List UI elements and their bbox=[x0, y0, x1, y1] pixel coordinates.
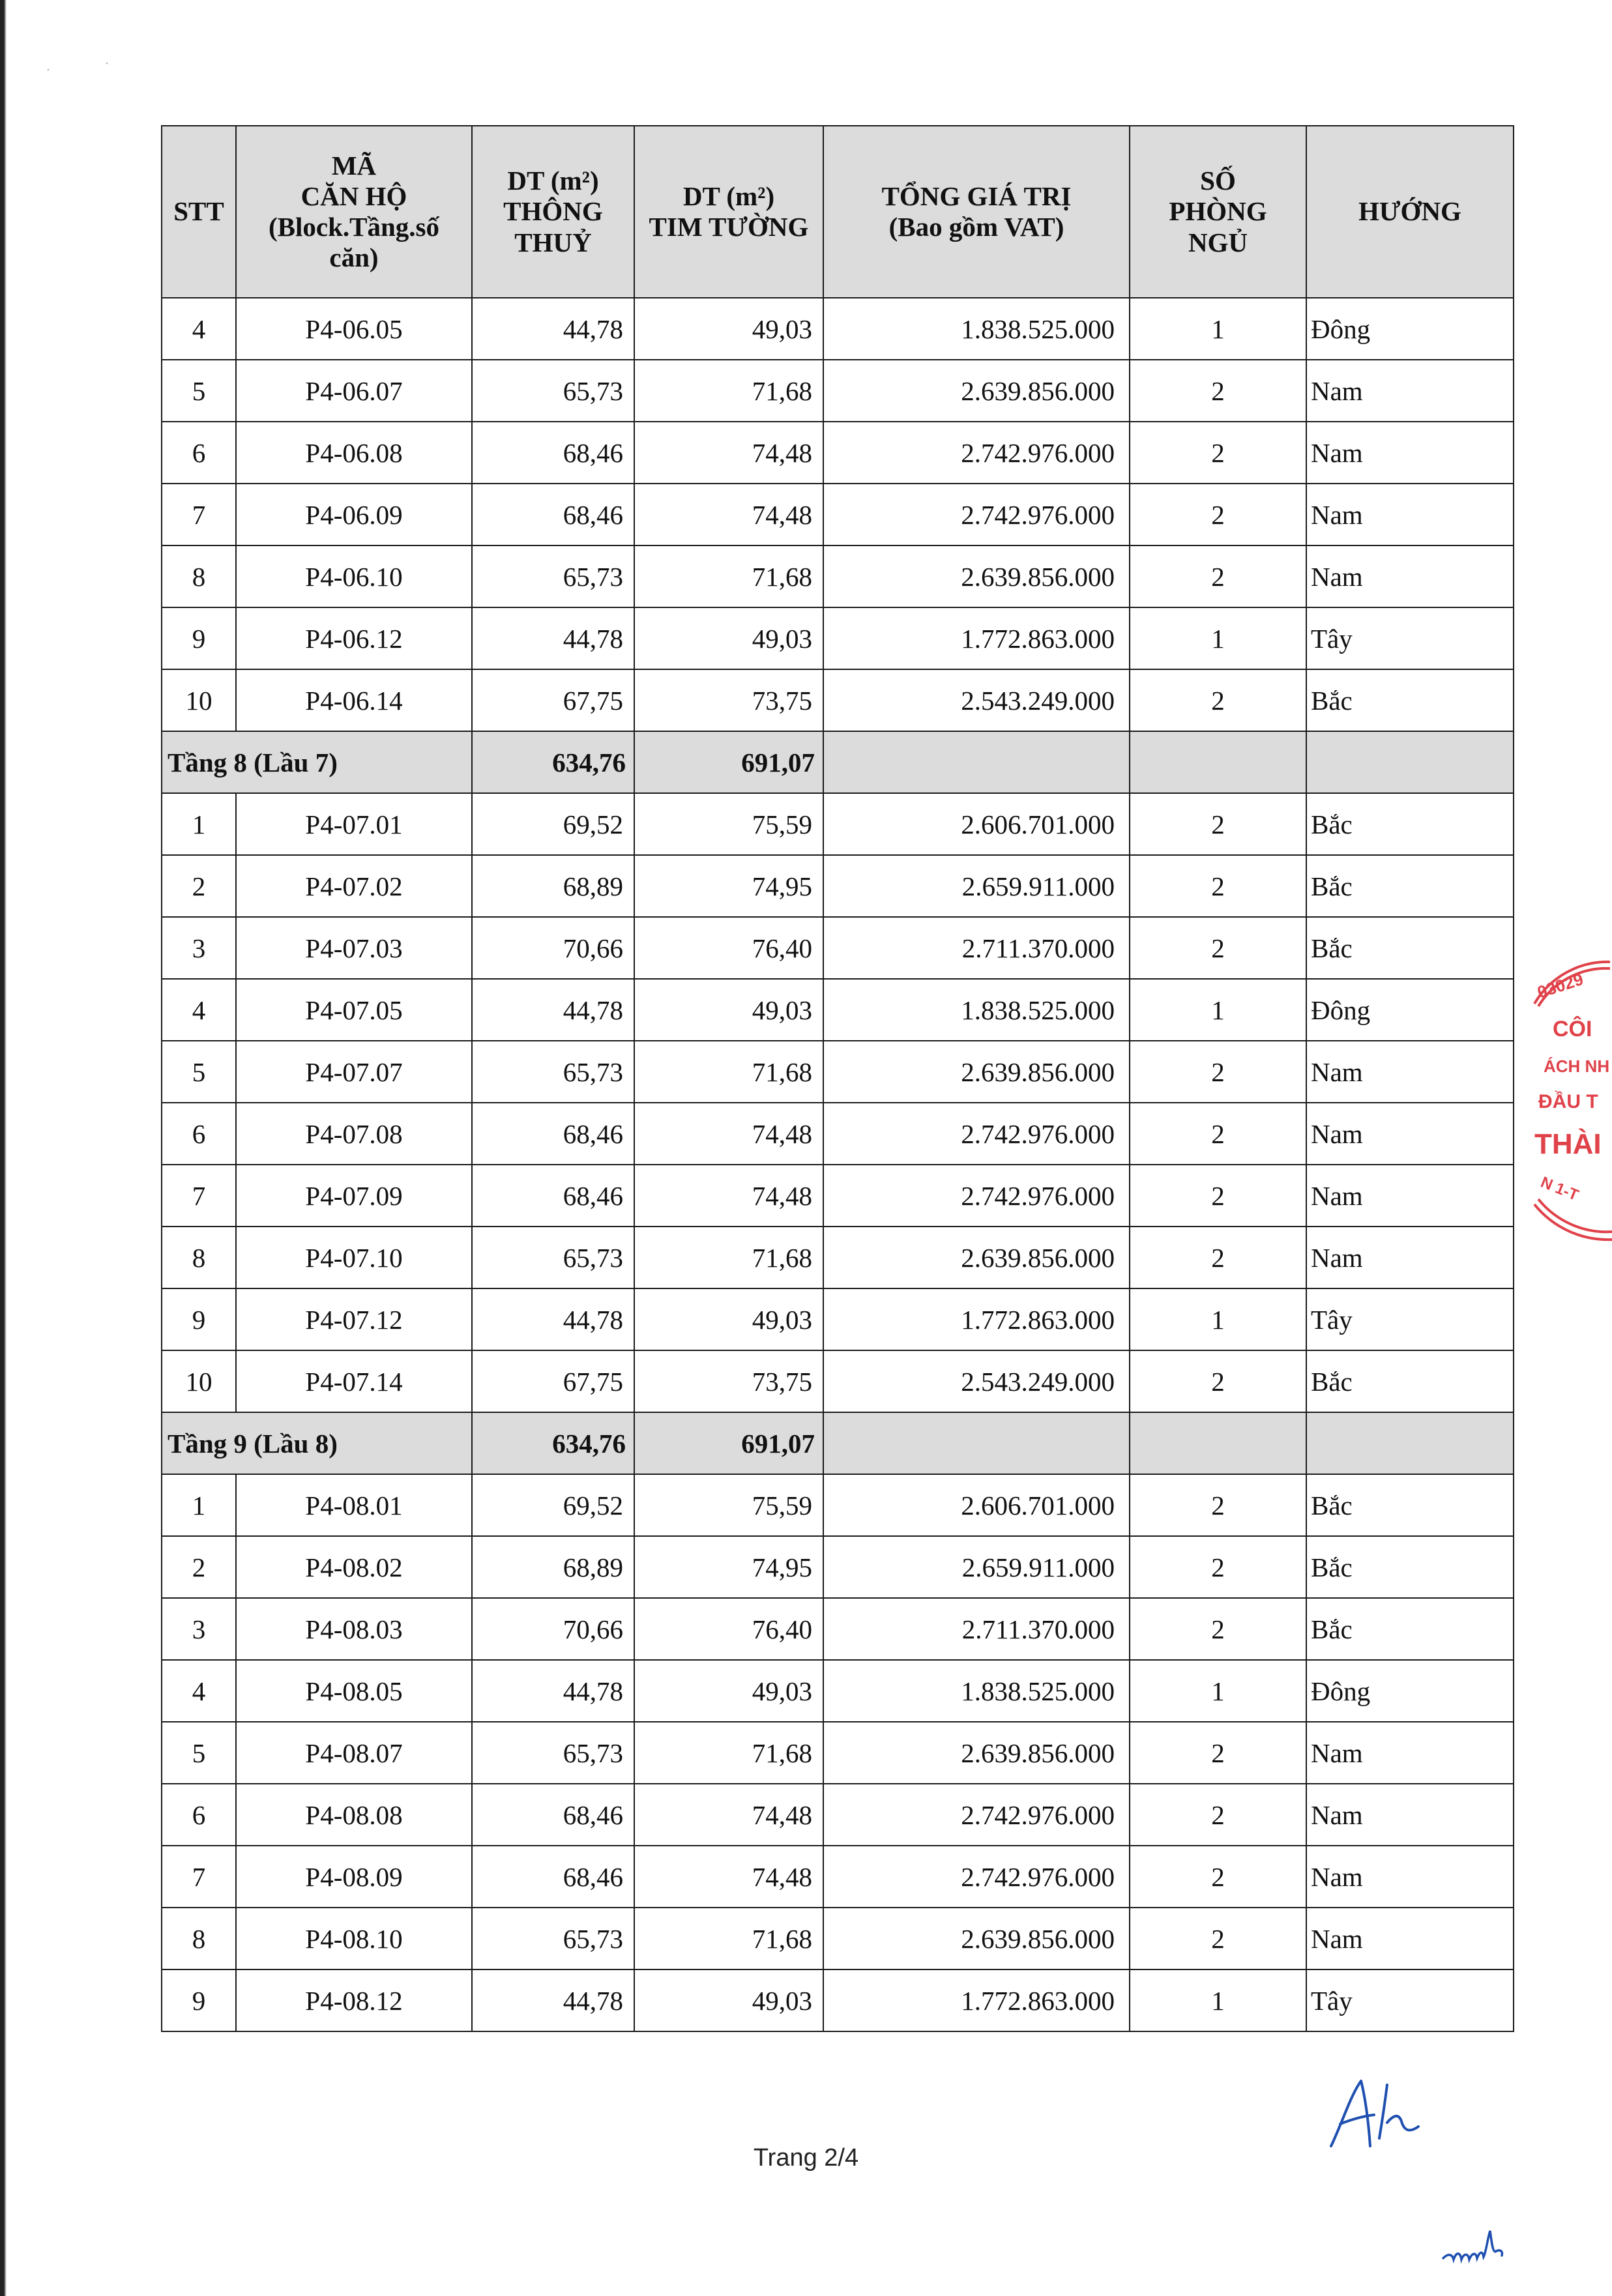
area-clear-cell: 69,52 bbox=[472, 1474, 634, 1536]
area-wall-cell: 76,40 bbox=[634, 917, 823, 979]
stt-cell: 1 bbox=[162, 793, 236, 855]
bedrooms-cell: 2 bbox=[1130, 793, 1306, 855]
bedrooms-cell: 1 bbox=[1130, 979, 1306, 1041]
stt-cell: 3 bbox=[162, 1598, 236, 1660]
bedrooms-cell: 1 bbox=[1130, 1969, 1306, 2031]
unit-code-cell: P4-07.05 bbox=[236, 979, 472, 1041]
table-row bbox=[162, 1722, 1514, 1784]
area-clear-cell: 70,66 bbox=[472, 1598, 634, 1660]
table-row bbox=[162, 360, 1514, 422]
stt-cell: 8 bbox=[162, 1908, 236, 1969]
direction-cell: Đông bbox=[1306, 979, 1514, 1041]
area-wall-cell: 71,68 bbox=[634, 545, 823, 607]
stt-cell: 6 bbox=[162, 1784, 236, 1846]
area-wall-cell: 75,59 bbox=[634, 1474, 823, 1536]
company-stamp bbox=[1519, 958, 1612, 1251]
stt-cell: 9 bbox=[162, 607, 236, 669]
unit-code-cell: P4-07.02 bbox=[236, 855, 472, 917]
unit-code-cell: P4-06.07 bbox=[236, 360, 472, 422]
direction-cell: Nam bbox=[1306, 360, 1514, 422]
floor-label-cell: Tầng 8 (Lầu 7) bbox=[162, 731, 472, 793]
header-total-price bbox=[823, 126, 1130, 298]
area-clear-cell: 68,46 bbox=[472, 1165, 634, 1227]
area-clear-cell: 69,52 bbox=[472, 793, 634, 855]
table-row bbox=[162, 1908, 1514, 1969]
bedrooms-cell: 1 bbox=[1130, 607, 1306, 669]
unit-code-cell: P4-07.01 bbox=[236, 793, 472, 855]
apartment-price-table bbox=[161, 125, 1514, 2032]
stt-cell: 4 bbox=[162, 979, 236, 1041]
bedrooms-cell: 2 bbox=[1130, 1536, 1306, 1598]
direction-cell: Nam bbox=[1306, 1041, 1514, 1103]
price-cell: 1.838.525.000 bbox=[823, 1660, 1130, 1722]
unit-code-cell: P4-08.10 bbox=[236, 1908, 472, 1969]
table-row bbox=[162, 298, 1514, 360]
bedrooms-cell: 2 bbox=[1130, 855, 1306, 917]
floor-empty-bedrooms bbox=[1130, 731, 1306, 793]
unit-code-cell: P4-07.12 bbox=[236, 1288, 472, 1350]
table-header-row bbox=[162, 126, 1514, 298]
unit-code-cell: P4-07.07 bbox=[236, 1041, 472, 1103]
unit-code-cell: P4-08.09 bbox=[236, 1846, 472, 1908]
unit-code-cell: P4-06.05 bbox=[236, 298, 472, 360]
area-wall-cell: 49,03 bbox=[634, 1660, 823, 1722]
direction-cell: Bắc bbox=[1306, 1598, 1514, 1660]
stt-cell: 6 bbox=[162, 422, 236, 484]
price-cell: 2.639.856.000 bbox=[823, 1908, 1130, 1969]
unit-code-cell: P4-06.09 bbox=[236, 484, 472, 545]
header-area-wall bbox=[634, 126, 823, 298]
direction-cell: Nam bbox=[1306, 484, 1514, 545]
bedrooms-cell: 2 bbox=[1130, 484, 1306, 545]
table-row bbox=[162, 545, 1514, 607]
unit-code-cell: P4-08.03 bbox=[236, 1598, 472, 1660]
area-clear-cell: 44,78 bbox=[472, 1288, 634, 1350]
price-cell: 2.639.856.000 bbox=[823, 360, 1130, 422]
price-cell: 2.639.856.000 bbox=[823, 1227, 1130, 1288]
area-clear-cell: 65,73 bbox=[472, 1041, 634, 1103]
unit-code-cell: P4-08.02 bbox=[236, 1536, 472, 1598]
table-row bbox=[162, 1598, 1514, 1660]
stamp-text: ÁCH NH bbox=[1544, 1056, 1610, 1076]
direction-cell: Nam bbox=[1306, 1165, 1514, 1227]
header-unit-code bbox=[236, 126, 472, 298]
price-cell: 1.838.525.000 bbox=[823, 298, 1130, 360]
area-wall-cell: 71,68 bbox=[634, 1041, 823, 1103]
direction-cell: Bắc bbox=[1306, 669, 1514, 731]
area-clear-cell: 67,75 bbox=[472, 669, 634, 731]
area-wall-cell: 49,03 bbox=[634, 1969, 823, 2031]
unit-code-cell: P4-07.09 bbox=[236, 1165, 472, 1227]
area-clear-cell: 65,73 bbox=[472, 1908, 634, 1969]
floor-area-clear-cell: 634,76 bbox=[472, 731, 634, 793]
stt-cell: 9 bbox=[162, 1969, 236, 2031]
unit-code-cell: P4-06.14 bbox=[236, 669, 472, 731]
bedrooms-cell: 2 bbox=[1130, 360, 1306, 422]
bedrooms-cell: 2 bbox=[1130, 1846, 1306, 1908]
area-clear-cell: 68,46 bbox=[472, 1846, 634, 1908]
bedrooms-cell: 1 bbox=[1130, 1288, 1306, 1350]
bedrooms-cell: 2 bbox=[1130, 1908, 1306, 1969]
table-row bbox=[162, 855, 1514, 917]
direction-cell: Bắc bbox=[1306, 1350, 1514, 1412]
area-clear-cell: 44,78 bbox=[472, 607, 634, 669]
table-row bbox=[162, 1165, 1514, 1227]
stt-cell: 8 bbox=[162, 545, 236, 607]
stamp-text: 03029 bbox=[1534, 968, 1586, 1002]
stt-cell: 2 bbox=[162, 855, 236, 917]
area-wall-cell: 74,48 bbox=[634, 1103, 823, 1165]
price-cell: 2.606.701.000 bbox=[823, 793, 1130, 855]
stamp-text: ĐẦU T bbox=[1538, 1091, 1598, 1112]
area-clear-cell: 44,78 bbox=[472, 1660, 634, 1722]
stt-cell: 3 bbox=[162, 917, 236, 979]
table-row bbox=[162, 1846, 1514, 1908]
price-cell: 1.772.863.000 bbox=[823, 607, 1130, 669]
header-text: STT bbox=[173, 196, 224, 227]
bedrooms-cell: 1 bbox=[1130, 298, 1306, 360]
table-row bbox=[162, 1350, 1514, 1412]
area-wall-cell: 74,95 bbox=[634, 1536, 823, 1598]
header-text: SỐ PHÒNG NGỦ bbox=[1169, 166, 1267, 257]
table-row bbox=[162, 1103, 1514, 1165]
area-wall-cell: 49,03 bbox=[634, 1288, 823, 1350]
stt-cell: 7 bbox=[162, 484, 236, 545]
area-clear-cell: 67,75 bbox=[472, 1350, 634, 1412]
unit-code-cell: P4-07.14 bbox=[236, 1350, 472, 1412]
unit-code-cell: P4-07.03 bbox=[236, 917, 472, 979]
stt-cell: 1 bbox=[162, 1474, 236, 1536]
header-text: DT (m²) THÔNG THUỶ bbox=[503, 166, 603, 257]
page-number: Trang 2/4 bbox=[753, 2144, 859, 2172]
table-row bbox=[162, 1969, 1514, 2031]
area-wall-cell: 71,68 bbox=[634, 1722, 823, 1784]
unit-code-cell: P4-08.08 bbox=[236, 1784, 472, 1846]
stamp-text: N 1-T bbox=[1538, 1173, 1581, 1205]
bedrooms-cell: 2 bbox=[1130, 1041, 1306, 1103]
direction-cell: Nam bbox=[1306, 1722, 1514, 1784]
price-cell: 2.742.976.000 bbox=[823, 1165, 1130, 1227]
price-cell: 2.742.976.000 bbox=[823, 1846, 1130, 1908]
direction-cell: Tây bbox=[1306, 1969, 1514, 2031]
price-cell: 2.639.856.000 bbox=[823, 1722, 1130, 1784]
floor-empty-price bbox=[823, 731, 1130, 793]
bedrooms-cell: 2 bbox=[1130, 1722, 1306, 1784]
direction-cell: Tây bbox=[1306, 1288, 1514, 1350]
unit-code-cell: P4-07.10 bbox=[236, 1227, 472, 1288]
price-cell: 2.659.911.000 bbox=[823, 855, 1130, 917]
floor-area-wall-cell: 691,07 bbox=[634, 1412, 823, 1474]
stt-cell: 9 bbox=[162, 1288, 236, 1350]
unit-code-cell: P4-06.12 bbox=[236, 607, 472, 669]
unit-code-cell: P4-08.07 bbox=[236, 1722, 472, 1784]
price-cell: 2.742.976.000 bbox=[823, 1103, 1130, 1165]
price-cell: 2.742.976.000 bbox=[823, 422, 1130, 484]
table-row bbox=[162, 484, 1514, 545]
area-wall-cell: 74,48 bbox=[634, 422, 823, 484]
table-row bbox=[162, 917, 1514, 979]
area-wall-cell: 73,75 bbox=[634, 1350, 823, 1412]
stt-cell: 7 bbox=[162, 1165, 236, 1227]
area-clear-cell: 68,46 bbox=[472, 1103, 634, 1165]
table-row bbox=[162, 669, 1514, 731]
direction-cell: Bắc bbox=[1306, 855, 1514, 917]
price-cell: 2.639.856.000 bbox=[823, 1041, 1130, 1103]
table-row bbox=[162, 1227, 1514, 1288]
price-cell: 2.711.370.000 bbox=[823, 1598, 1130, 1660]
stt-cell: 5 bbox=[162, 360, 236, 422]
signature bbox=[1323, 2076, 1428, 2154]
price-cell: 2.659.911.000 bbox=[823, 1536, 1130, 1598]
table-row bbox=[162, 1288, 1514, 1350]
floor-area-clear-cell: 634,76 bbox=[472, 1412, 634, 1474]
unit-code-cell: P4-08.01 bbox=[236, 1474, 472, 1536]
area-clear-cell: 68,89 bbox=[472, 855, 634, 917]
area-wall-cell: 73,75 bbox=[634, 669, 823, 731]
table-row bbox=[162, 793, 1514, 855]
unit-code-cell: P4-08.05 bbox=[236, 1660, 472, 1722]
area-wall-cell: 71,68 bbox=[634, 1227, 823, 1288]
stt-cell: 8 bbox=[162, 1227, 236, 1288]
area-wall-cell: 49,03 bbox=[634, 298, 823, 360]
price-cell: 2.543.249.000 bbox=[823, 669, 1130, 731]
area-clear-cell: 65,73 bbox=[472, 360, 634, 422]
stamp-text: CÔI bbox=[1553, 1017, 1592, 1041]
stt-cell: 10 bbox=[162, 1350, 236, 1412]
area-clear-cell: 65,73 bbox=[472, 1227, 634, 1288]
bedrooms-cell: 2 bbox=[1130, 1598, 1306, 1660]
floor-empty-direction bbox=[1306, 731, 1514, 793]
direction-cell: Nam bbox=[1306, 1846, 1514, 1908]
table-row bbox=[162, 422, 1514, 484]
table-row bbox=[162, 979, 1514, 1041]
initials-mark bbox=[1441, 2226, 1519, 2271]
header-direction bbox=[1306, 126, 1514, 298]
bedrooms-cell: 2 bbox=[1130, 1227, 1306, 1288]
floor-empty-price bbox=[823, 1412, 1130, 1474]
stt-cell: 5 bbox=[162, 1722, 236, 1784]
unit-code-cell: P4-07.08 bbox=[236, 1103, 472, 1165]
area-wall-cell: 74,48 bbox=[634, 484, 823, 545]
floor-empty-bedrooms bbox=[1130, 1412, 1306, 1474]
scan-speck: · bbox=[46, 62, 51, 79]
area-wall-cell: 71,68 bbox=[634, 1908, 823, 1969]
scan-left-edge bbox=[0, 0, 13, 2296]
area-wall-cell: 74,95 bbox=[634, 855, 823, 917]
bedrooms-cell: 2 bbox=[1130, 545, 1306, 607]
bedrooms-cell: 1 bbox=[1130, 1660, 1306, 1722]
area-clear-cell: 68,46 bbox=[472, 1784, 634, 1846]
area-wall-cell: 74,48 bbox=[634, 1165, 823, 1227]
direction-cell: Đông bbox=[1306, 1660, 1514, 1722]
table-row bbox=[162, 607, 1514, 669]
stt-cell: 2 bbox=[162, 1536, 236, 1598]
header-text: TỔNG GIÁ TRỊ (Bao gồm VAT) bbox=[881, 181, 1072, 242]
direction-cell: Nam bbox=[1306, 1103, 1514, 1165]
area-clear-cell: 68,89 bbox=[472, 1536, 634, 1598]
area-wall-cell: 74,48 bbox=[634, 1784, 823, 1846]
header-text: MÃ CĂN HỘ (Block.Tầng.số căn) bbox=[269, 150, 439, 273]
header-text: HƯỚNG bbox=[1358, 196, 1461, 227]
unit-code-cell: P4-06.08 bbox=[236, 422, 472, 484]
area-wall-cell: 75,59 bbox=[634, 793, 823, 855]
price-cell: 2.711.370.000 bbox=[823, 917, 1130, 979]
area-clear-cell: 65,73 bbox=[472, 1722, 634, 1784]
bedrooms-cell: 2 bbox=[1130, 1474, 1306, 1536]
bedrooms-cell: 2 bbox=[1130, 917, 1306, 979]
area-clear-cell: 44,78 bbox=[472, 979, 634, 1041]
area-clear-cell: 44,78 bbox=[472, 298, 634, 360]
area-wall-cell: 74,48 bbox=[634, 1846, 823, 1908]
floor-label-cell: Tầng 9 (Lầu 8) bbox=[162, 1412, 472, 1474]
table-body bbox=[162, 298, 1514, 2031]
area-clear-cell: 44,78 bbox=[472, 1969, 634, 2031]
stt-cell: 6 bbox=[162, 1103, 236, 1165]
stamp-text: THÀI bbox=[1534, 1128, 1602, 1160]
direction-cell: Bắc bbox=[1306, 793, 1514, 855]
table-row bbox=[162, 1660, 1514, 1722]
table-row bbox=[162, 1474, 1514, 1536]
scan-speck: · bbox=[104, 55, 110, 72]
price-cell: 1.838.525.000 bbox=[823, 979, 1130, 1041]
price-cell: 2.742.976.000 bbox=[823, 484, 1130, 545]
area-wall-cell: 76,40 bbox=[634, 1598, 823, 1660]
bedrooms-cell: 2 bbox=[1130, 422, 1306, 484]
direction-cell: Nam bbox=[1306, 1908, 1514, 1969]
table-row bbox=[162, 1784, 1514, 1846]
area-clear-cell: 68,46 bbox=[472, 422, 634, 484]
area-wall-cell: 49,03 bbox=[634, 607, 823, 669]
area-wall-cell: 49,03 bbox=[634, 979, 823, 1041]
bedrooms-cell: 2 bbox=[1130, 1350, 1306, 1412]
stt-cell: 7 bbox=[162, 1846, 236, 1908]
direction-cell: Tây bbox=[1306, 607, 1514, 669]
header-area-clear bbox=[472, 126, 634, 298]
area-clear-cell: 65,73 bbox=[472, 545, 634, 607]
floor-empty-direction bbox=[1306, 1412, 1514, 1474]
price-cell: 2.742.976.000 bbox=[823, 1784, 1130, 1846]
floor-subtotal-row bbox=[162, 1412, 1514, 1474]
header-bedrooms bbox=[1130, 126, 1306, 298]
table-row bbox=[162, 1536, 1514, 1598]
direction-cell: Nam bbox=[1306, 422, 1514, 484]
header-stt bbox=[162, 126, 236, 298]
direction-cell: Bắc bbox=[1306, 917, 1514, 979]
area-clear-cell: 68,46 bbox=[472, 484, 634, 545]
direction-cell: Nam bbox=[1306, 1784, 1514, 1846]
price-cell: 2.606.701.000 bbox=[823, 1474, 1130, 1536]
stt-cell: 10 bbox=[162, 669, 236, 731]
price-cell: 2.639.856.000 bbox=[823, 545, 1130, 607]
price-cell: 1.772.863.000 bbox=[823, 1288, 1130, 1350]
direction-cell: Bắc bbox=[1306, 1536, 1514, 1598]
unit-code-cell: P4-06.10 bbox=[236, 545, 472, 607]
header-text: DT (m²) TIM TƯỜNG bbox=[649, 181, 809, 242]
area-wall-cell: 71,68 bbox=[634, 360, 823, 422]
direction-cell: Đông bbox=[1306, 298, 1514, 360]
bedrooms-cell: 2 bbox=[1130, 669, 1306, 731]
area-clear-cell: 70,66 bbox=[472, 917, 634, 979]
direction-cell: Nam bbox=[1306, 545, 1514, 607]
direction-cell: Bắc bbox=[1306, 1474, 1514, 1536]
stt-cell: 5 bbox=[162, 1041, 236, 1103]
unit-code-cell: P4-08.12 bbox=[236, 1969, 472, 2031]
stt-cell: 4 bbox=[162, 298, 236, 360]
price-cell: 1.772.863.000 bbox=[823, 1969, 1130, 2031]
stt-cell: 4 bbox=[162, 1660, 236, 1722]
floor-subtotal-row bbox=[162, 731, 1514, 793]
table-row bbox=[162, 1041, 1514, 1103]
price-cell: 2.543.249.000 bbox=[823, 1350, 1130, 1412]
bedrooms-cell: 2 bbox=[1130, 1165, 1306, 1227]
direction-cell: Nam bbox=[1306, 1227, 1514, 1288]
bedrooms-cell: 2 bbox=[1130, 1784, 1306, 1846]
floor-area-wall-cell: 691,07 bbox=[634, 731, 823, 793]
bedrooms-cell: 2 bbox=[1130, 1103, 1306, 1165]
